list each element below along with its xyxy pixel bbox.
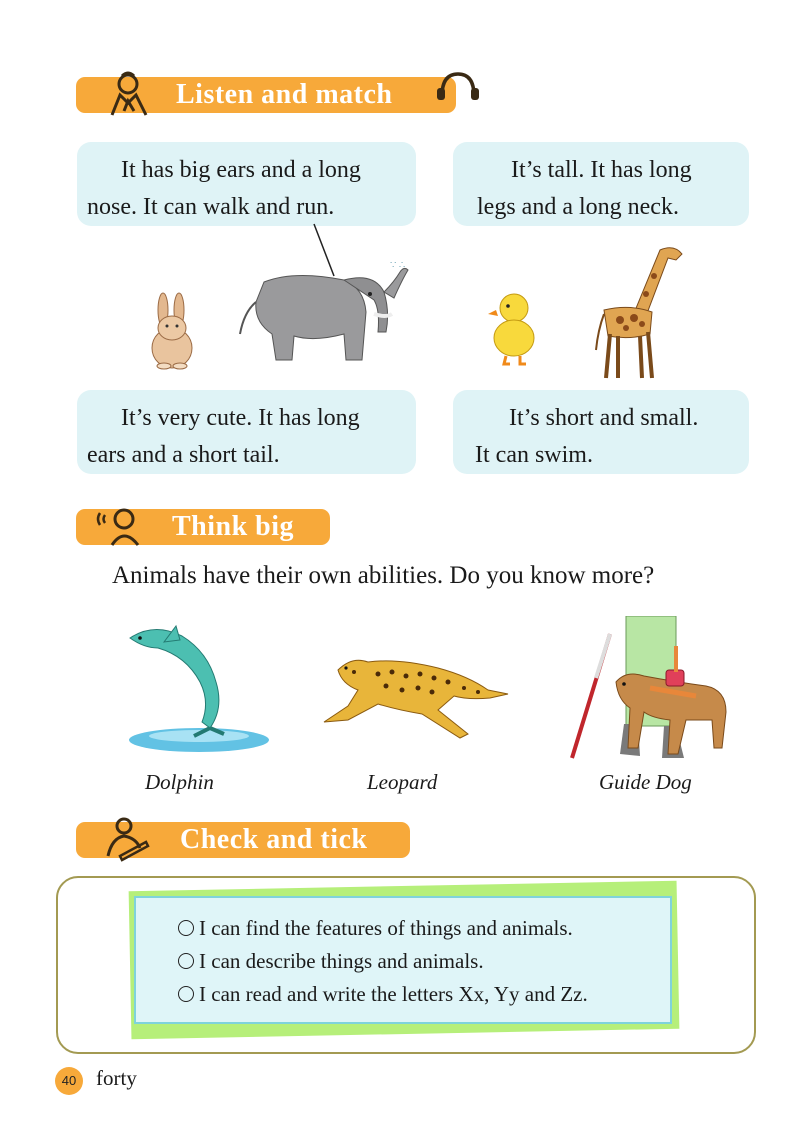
bubble-text-line: It’s very cute. It has long [121, 405, 360, 431]
rabbit-illustration [144, 290, 200, 370]
thinking-head-icon [94, 505, 144, 547]
caption-leopard: Leopard [367, 770, 438, 794]
guide-dog-illustration [566, 616, 736, 762]
bubble-text-line: It’s tall. It has long [511, 157, 692, 183]
check-card [134, 896, 672, 1024]
bubble-text-line: It has big ears and a long [121, 157, 361, 183]
duckling-illustration [488, 290, 538, 368]
bubble-text-line: It’s short and small. [509, 405, 699, 431]
dolphin-illustration [124, 622, 274, 756]
think-big-title: Think big [172, 511, 295, 542]
bubble-elephant [77, 142, 416, 226]
bubble-text-line: legs and a long neck. [477, 194, 679, 220]
bubble-text-line: It can swim. [475, 442, 593, 468]
caption-dolphin: Dolphin [145, 770, 214, 794]
headphones-icon [434, 70, 482, 102]
leopard-illustration [318, 650, 514, 744]
tick-circle[interactable] [178, 920, 194, 936]
page-number-badge: 40 [55, 1067, 83, 1095]
listen-and-match-banner [76, 77, 456, 113]
check-item-text: I can find the features of things and animals. [199, 916, 573, 940]
check-item [178, 949, 484, 974]
svg-text:∵ ∴: ∵ ∴ [390, 260, 406, 271]
think-big-question: Animals have their own abilities. Do you know more? [112, 562, 655, 589]
tick-circle[interactable] [178, 986, 194, 1002]
check-and-tick-title: Check and tick [180, 824, 368, 855]
giraffe-illustration [590, 240, 690, 380]
bubble-duck [453, 390, 749, 474]
check-item-text: I can read and write the letters Xx, Yy and Zz. [199, 982, 588, 1006]
writing-person-icon [100, 816, 152, 862]
think-big-banner [76, 509, 330, 545]
check-item [178, 916, 573, 941]
page-number-word: forty [96, 1066, 137, 1090]
bubble-giraffe [453, 142, 749, 226]
elephant-illustration [234, 252, 414, 370]
check-item-text: I can describe things and animals. [199, 949, 484, 973]
check-and-tick-banner [76, 822, 410, 858]
bubble-text-line: ears and a short tail. [87, 442, 280, 468]
check-item [178, 982, 588, 1007]
listen-and-match-title: Listen and match [176, 79, 393, 110]
bubble-text-line: nose. It can walk and run. [87, 194, 335, 220]
listening-person-icon [98, 71, 158, 117]
bubble-rabbit [77, 390, 416, 474]
tick-circle[interactable] [178, 953, 194, 969]
caption-guide-dog: Guide Dog [599, 770, 692, 794]
